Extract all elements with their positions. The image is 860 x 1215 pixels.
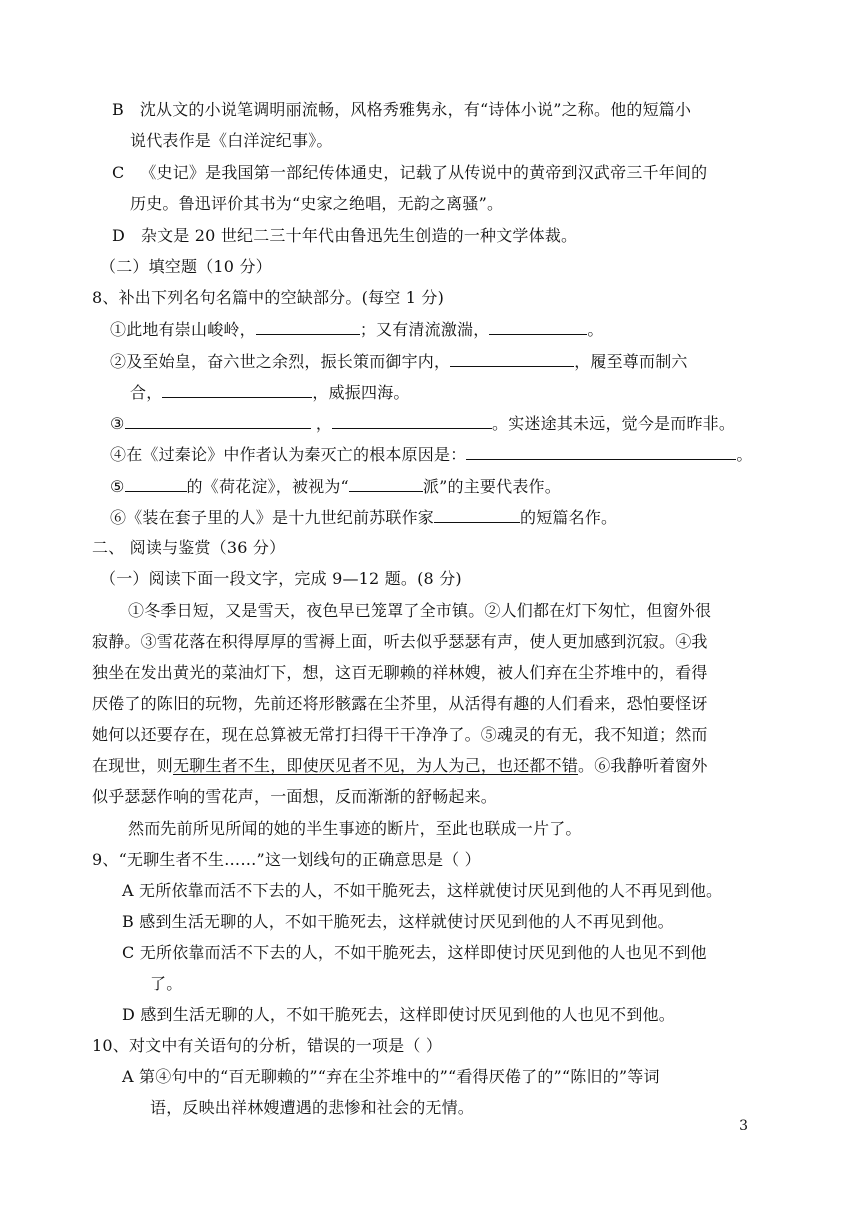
answer-blank[interactable] [466,443,736,460]
q8-item-2-line2: 合， ，威振四海。 [130,383,410,402]
option-text: 杂文是 20 世纪二三十年代由鲁迅先生创造的一种文学体裁。 [140,226,578,245]
q7-option-b-line1 [112,99,691,121]
passage-line: 似乎瑟瑟作响的雪花声，一面想，反而渐渐的舒畅起来。 [92,787,498,806]
option-label: B [112,100,124,119]
answer-blank[interactable] [125,475,187,492]
page-number: 3 [739,1118,748,1134]
q8-item-5: ⑤ 的《荷花淀》，被视为“ 派”的主要代表作。 [110,477,561,496]
section-heading-fill: （二）填空题（10 分） [100,257,272,276]
q9-stem: 9、“无聊生者不生……”这一划线句的正确意思是（ ） [92,850,481,869]
passage-line-underlined: 在现世，则无聊生者不生，即使厌见者不见，为人为己，也还都不错。⑥我静听着窗外 [92,756,708,775]
q8-item-2-line1: ②及至始皇，奋六世之余烈，振长策而御宇内， ，履至尊而制六 [110,352,688,371]
answer-blank[interactable] [434,506,520,523]
q9-option-c-line2: 了。 [150,974,183,993]
underlined-sentence: 无聊生者不生，即使厌见者不见，为人为己，也还都不错 [173,756,579,775]
section-heading-passage: （一）阅读下面一段文字，完成 9—12 题。(8 分) [100,569,462,588]
q7-option-c-line1 [112,162,707,184]
option-label: C [112,163,125,182]
q10-option-a-line2: 语，反映出祥林嫂遭遇的悲惨和社会的无情。 [150,1098,475,1117]
q10-option-a-line1[interactable]: A 第④句中的“百无聊赖的”“弃在尘芥堆中的”“看得厌倦了的”“陈旧的”等词 [122,1067,660,1086]
passage-line: 她何以还要存在，现在总算被无常打扫得干干净净了。⑤魂灵的有无，我不知道；然而 [92,725,708,744]
q7-option-d [112,225,577,247]
passage-line: 寂静。③雪花落在积得厚厚的雪褥上面，听去似乎瑟瑟有声，使人更加感到沉寂。④我 [92,632,708,651]
answer-blank[interactable] [450,350,574,367]
answer-blank[interactable] [125,412,311,429]
q8-item-1: ①此地有崇山峻岭， ；又有清流激湍， 。 [110,320,604,339]
q10-stem: 10、对文中有关语句的分析，错误的一项是（ ） [92,1036,443,1055]
answer-blank[interactable] [489,318,587,335]
q8-item-4: ④在《过秦论》中作者认为秦灭亡的根本原因是： 。 [110,445,753,464]
passage-line: 独坐在发出黄光的菜油灯下，想，这百无聊赖的祥林嫂，被人们弃在尘芥堆中的，看得 [92,663,708,682]
q8-item-3: ③ ， 。实迷途其未远，觉今是而昨非。 [110,414,736,433]
answer-blank[interactable] [332,412,492,429]
passage-line: ①冬季日短，又是雪天，夜色早已笼罩了全市镇。②人们都在灯下匆忙，但窗外很 [128,601,712,620]
q9-option-d[interactable]: D 感到生活无聊的人，不如干脆死去，这样即使讨厌见到他的人也见不到他。 [122,1005,675,1024]
answer-blank[interactable] [256,318,360,335]
section-heading-reading: 二、 阅读与鉴赏（36 分） [92,538,286,557]
option-label: D [112,226,126,245]
option-text: 沈从文的小说笔调明丽流畅，风格秀雅隽永，有“诗体小说”之称。他的短篇小 [139,100,692,119]
q7-option-b-line2: 说代表作是《白洋淀纪事》。 [130,131,333,150]
answer-blank[interactable] [162,381,312,398]
q9-option-a[interactable]: A 无所依靠而活不下去的人，不如干脆死去，这样就使讨厌见到他的人不再见到他。 [122,881,723,900]
q7-option-c-line2: 历史。鲁迅评价其书为“史家之绝唱，无韵之离骚”。 [130,194,504,213]
option-text: 《史记》是我国第一部纪传体通史，记载了从传说中的黄帝到汉武帝三千年间的 [140,163,708,182]
passage-line: 厌倦了的陈旧的玩物，先前还将形骸露在尘芥里，从活得有趣的人们看来，恐怕要怪讶 [92,694,708,713]
q9-option-c-line1[interactable]: C 无所依靠而活不下去的人，不如干脆死去，这样即使讨厌见到他的人也见不到他 [122,943,707,962]
answer-blank[interactable] [349,475,423,492]
q9-option-b[interactable]: B 感到生活无聊的人，不如干脆死去，这样就使讨厌见到他的人不再见到他。 [122,912,674,931]
q8-stem: 8、补出下列名句名篇中的空缺部分。(每空 1 分) [92,288,445,307]
passage-line: 然而先前所见所闻的她的半生事迹的断片，至此也联成一片了。 [128,819,582,838]
q8-item-6: ⑥《装在套子里的人》是十九世纪前苏联作家 的短篇名作。 [110,508,618,527]
